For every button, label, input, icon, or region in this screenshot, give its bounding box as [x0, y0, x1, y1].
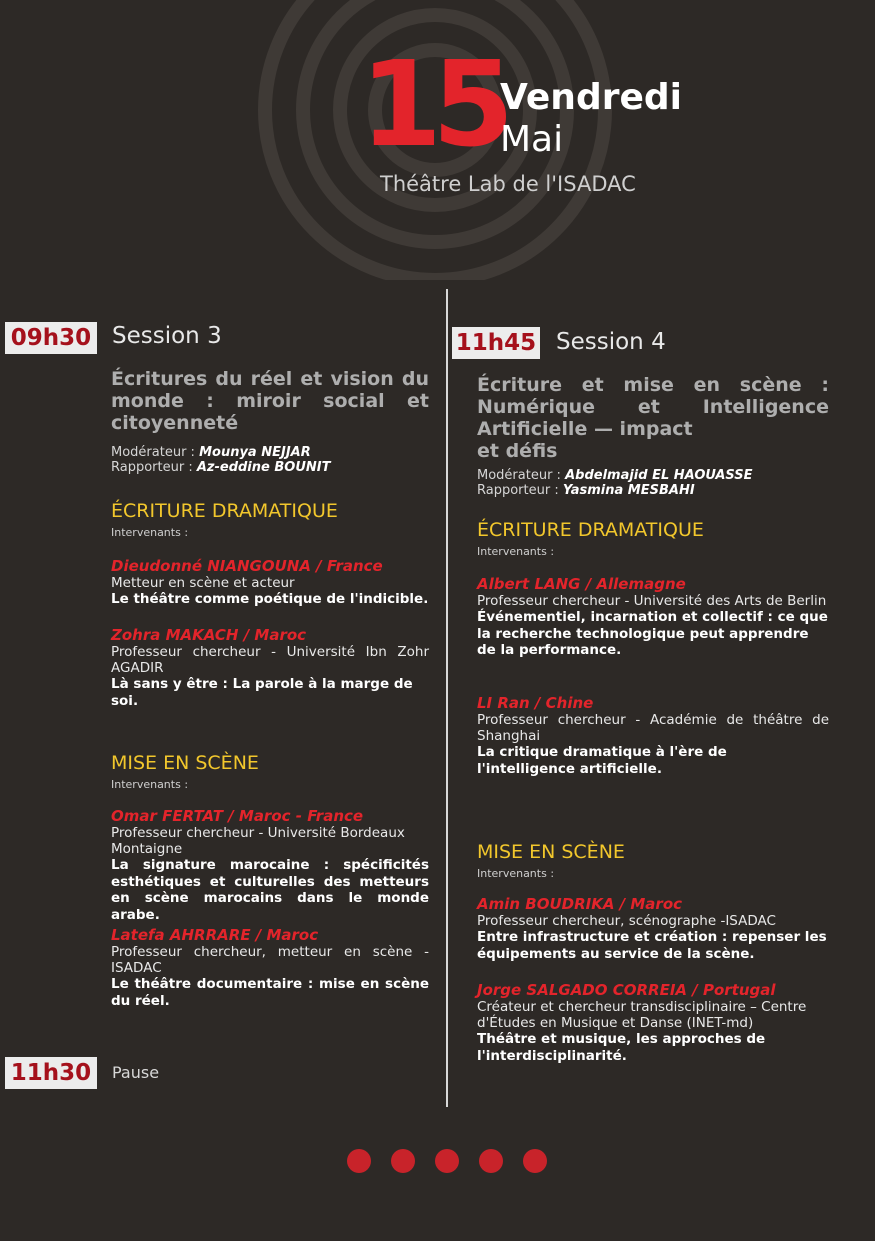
moderator-line: Modérateur : Abdelmajid EL HAOUASSE	[477, 468, 753, 483]
month: Mai	[500, 119, 564, 160]
speaker: LI Ran / Chine Professeur chercheur - Académie de théâtre de Shanghai La critique dramatique à l'ère de l'intelligence artificielle.	[477, 694, 829, 777]
pause-label: Pause	[112, 1063, 160, 1082]
intervenants-label: Intervenants :	[111, 526, 189, 539]
decorative-dot	[523, 1149, 547, 1173]
decorative-dot	[479, 1149, 503, 1173]
decorative-dot	[347, 1149, 371, 1173]
venue: Théâtre Lab de l'ISADAC	[380, 172, 636, 196]
session-title: Écriture et mise en scène : Numérique et Intelligence Artificielle — impact et défis	[477, 374, 829, 462]
intervenants-label: Intervenants :	[111, 778, 189, 791]
speaker: Dieudonné NIANGOUNA / France Metteur en scène et acteur Le théâtre comme poétique de l'indicible.	[111, 557, 429, 607]
intervenants-label: Intervenants :	[477, 867, 555, 880]
pause-time-badge: 11h30	[5, 1057, 97, 1089]
decorative-dot	[391, 1149, 415, 1173]
session-title: Écritures du réel et vision du monde : miroir social et citoyenneté	[111, 368, 429, 434]
rapporteur-line: Rapporteur : Yasmina MESBAHI	[477, 483, 695, 498]
speaker: Zohra MAKACH / Maroc Professeur chercheur - Université Ibn Zohr AGADIR Là sans y être : La parole à la marge de soi.	[111, 626, 429, 709]
decorative-dot	[435, 1149, 459, 1173]
speaker: Latefa AHRRARE / Maroc Professeur chercheur, metteur en scène - ISADAC Le théâtre documentaire : mise en scène du réel.	[111, 926, 429, 1009]
speaker: Omar FERTAT / Maroc - France Professeur chercheur - Université Bordeaux Montaigne La signature marocaine : spécificités esthétiques et culturelles des metteurs en scène marocains dans le monde arabe.	[111, 807, 429, 923]
section-title: MISE EN SCÈNE	[477, 841, 625, 863]
intervenants-label: Intervenants :	[477, 545, 555, 558]
speaker: Albert LANG / Allemagne Professeur chercheur - Université des Arts de Berlin Événementiel, incarnation et collectif : ce que la recherche technologique peut apprendre de la performance.	[477, 575, 828, 658]
moderator-line: Modérateur : Mounya NEJJAR	[111, 445, 311, 460]
speaker: Amin BOUDRIKA / Maroc Professeur chercheur, scénographe -ISADAC Entre infrastructure et création : repenser les équipements au service de la scène.	[477, 895, 827, 962]
time-badge: 09h30	[5, 322, 97, 354]
section-title: ÉCRITURE DRAMATIQUE	[111, 500, 338, 522]
section-title: MISE EN SCÈNE	[111, 752, 259, 774]
day-number: 15	[360, 35, 505, 173]
rapporteur-line: Rapporteur : Az-eddine BOUNIT	[111, 460, 331, 475]
day-name: Vendredi	[500, 77, 682, 118]
session-label: Session 4	[556, 329, 666, 355]
time-badge: 11h45	[452, 327, 540, 359]
section-title: ÉCRITURE DRAMATIQUE	[477, 519, 704, 541]
session-label: Session 3	[112, 323, 222, 349]
column-divider	[446, 289, 448, 1107]
speaker: Jorge SALGADO CORREIA / Portugal Créateur et chercheur transdisciplinaire – Centre d'Études en Musique et Danse (INET-md) Théâtre et musique, les approches de l'interdisciplinarité.	[477, 981, 807, 1064]
